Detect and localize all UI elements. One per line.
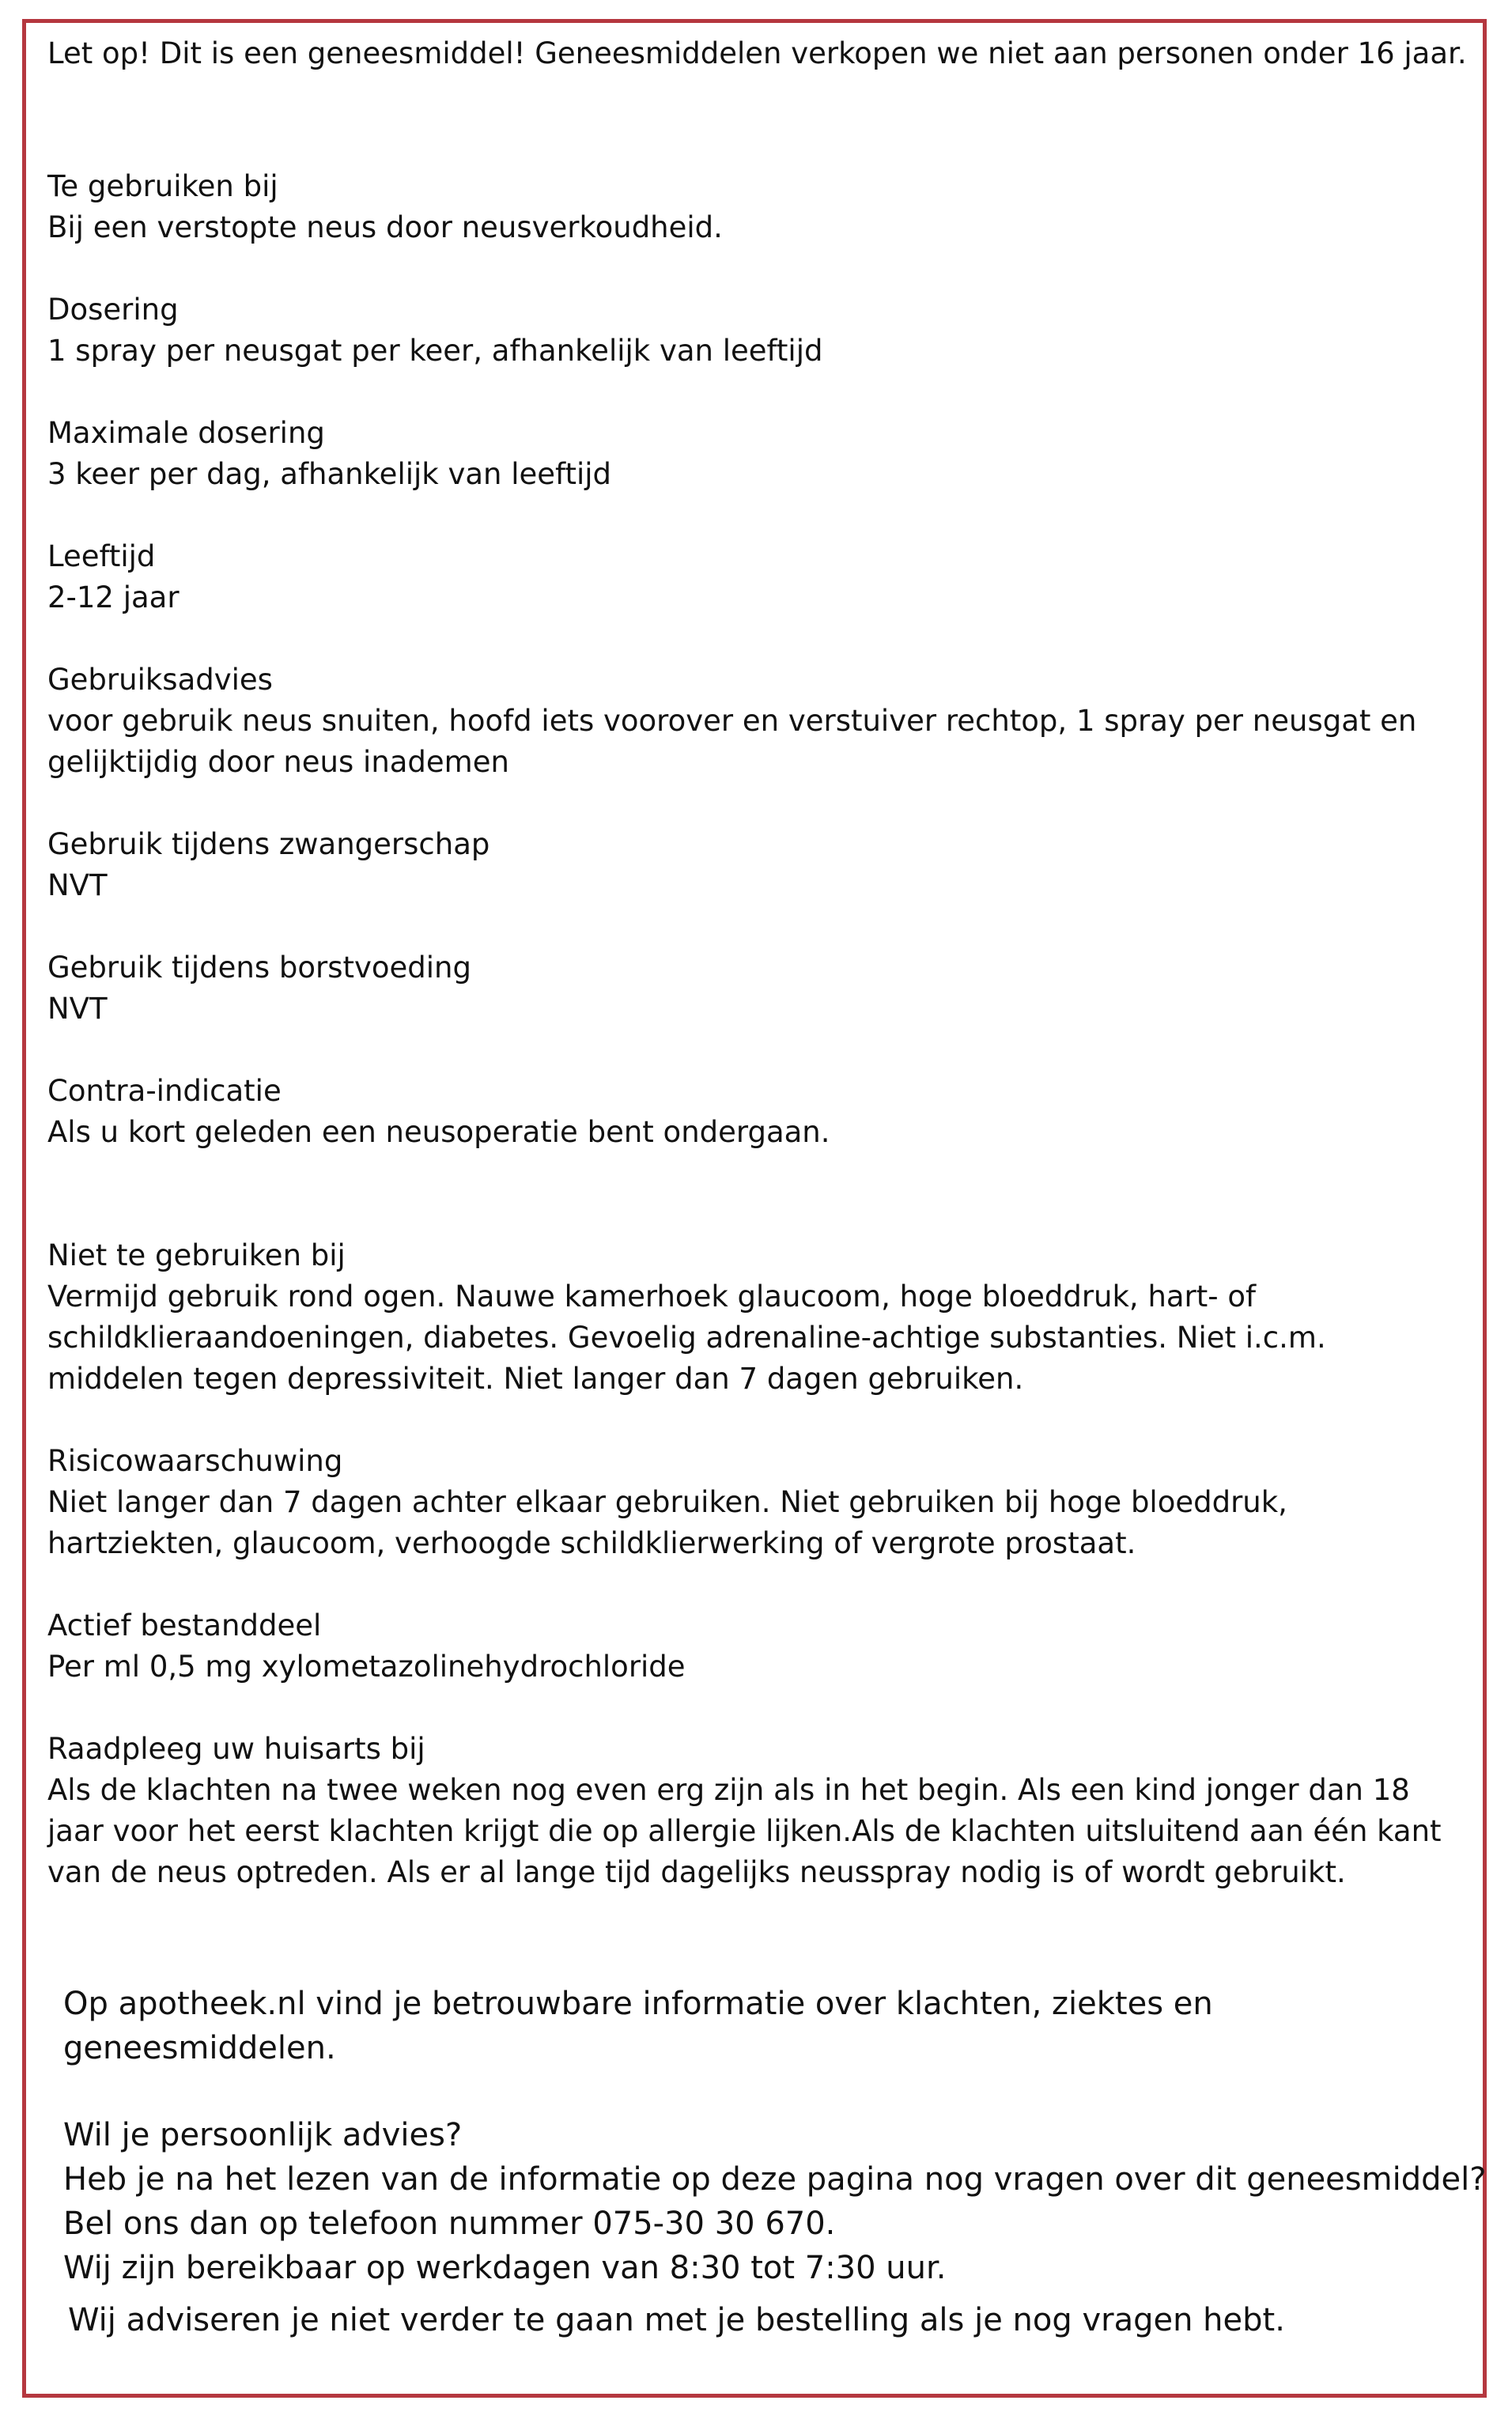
advice-text: Heb je na het lezen van de informatie op deze pagina nog vragen over dit geneesmiddel? Bel ons dan op telefoon nummer 075-30 30 670. — [63, 2161, 1497, 2242]
section-heading: Te gebruiken bij — [47, 169, 278, 203]
section-heading: Contra-indicatie — [47, 1074, 282, 1108]
section-heading: Niet te gebruiken bij — [47, 1238, 346, 1272]
section-text: voor gebruik neus snuiten, hoofd iets voorover en verstuiver rechtop, 1 spray per neusgat en gelijktijdig door neus inademen — [47, 704, 1427, 779]
section-text: 3 keer per dag, afhankelijk van leeftijd — [47, 457, 611, 491]
section-text: Vermijd gebruik rond ogen. Nauwe kamerhoek glaucoom, hoge bloeddruk, hart- of schildklieraandoeningen, diabetes. Gevoelig adrenaline-achtige substanties. Niet i.c.m. middelen tegen depressiviteit. Niet langer dan 7 dagen gebruiken. — [47, 1280, 1336, 1396]
age-warning: Let op! Dit is een geneesmiddel! Geneesmiddelen verkopen we niet aan personen onder 16 jaar. — [47, 36, 1467, 70]
section-heading: Gebruik tijdens borstvoeding — [47, 951, 471, 985]
section-text: 1 spray per neusgat per keer, afhankelijk van leeftijd — [47, 334, 823, 368]
section-heading: Gebruik tijdens zwangerschap — [47, 827, 490, 861]
apotheek-info: Op apotheek.nl vind je betrouwbare informatie over klachten, ziektes en geneesmiddelen. — [63, 1986, 1223, 2066]
advice-heading: Wil je persoonlijk advies? — [63, 2117, 463, 2153]
section-text: Als de klachten na twee weken nog even erg zijn als in het begin. Als een kind jonger dan 18 jaar voor het eerst klachten krijgt die op allergie lijken.Als de klachten uitsluitend aan één kant van de neus optreden. Als er al lange tijd dagelijks neusspray nodig is of wordt gebruikt. — [47, 1773, 1451, 1889]
section-text: 2-12 jaar — [47, 580, 180, 614]
section-heading: Leeftijd — [47, 539, 156, 573]
section-heading: Maximale dosering — [47, 416, 325, 450]
opening-hours: Wij zijn bereikbaar op werkdagen van 8:30 tot 7:30 uur. — [63, 2250, 947, 2286]
section-text: Bij een verstopte neus door neusverkoudheid. — [47, 210, 723, 244]
section-heading: Gebruiksadvies — [47, 663, 273, 697]
section-heading: Dosering — [47, 293, 179, 327]
section-heading: Risicowaarschuwing — [47, 1444, 343, 1478]
section-heading: Raadpleeg uw huisarts bij — [47, 1732, 425, 1766]
section-heading: Actief bestanddeel — [47, 1608, 322, 1642]
section-text: Niet langer dan 7 dagen achter elkaar gebruiken. Niet gebruiken bij hoge bloeddruk, hartziekten, glaucoom, verhoogde schildklierwerking of vergrote prostaat. — [47, 1485, 1297, 1560]
section-text: NVT — [47, 992, 108, 1026]
section-text: Als u kort geleden een neusoperatie bent ondergaan. — [47, 1115, 830, 1149]
section-text: NVT — [47, 868, 108, 902]
section-text: Per ml 0,5 mg xylometazolinehydrochloride — [47, 1650, 686, 1684]
closing-advice: Wij adviseren je niet verder te gaan met je bestelling als je nog vragen hebt. — [68, 2302, 1285, 2338]
